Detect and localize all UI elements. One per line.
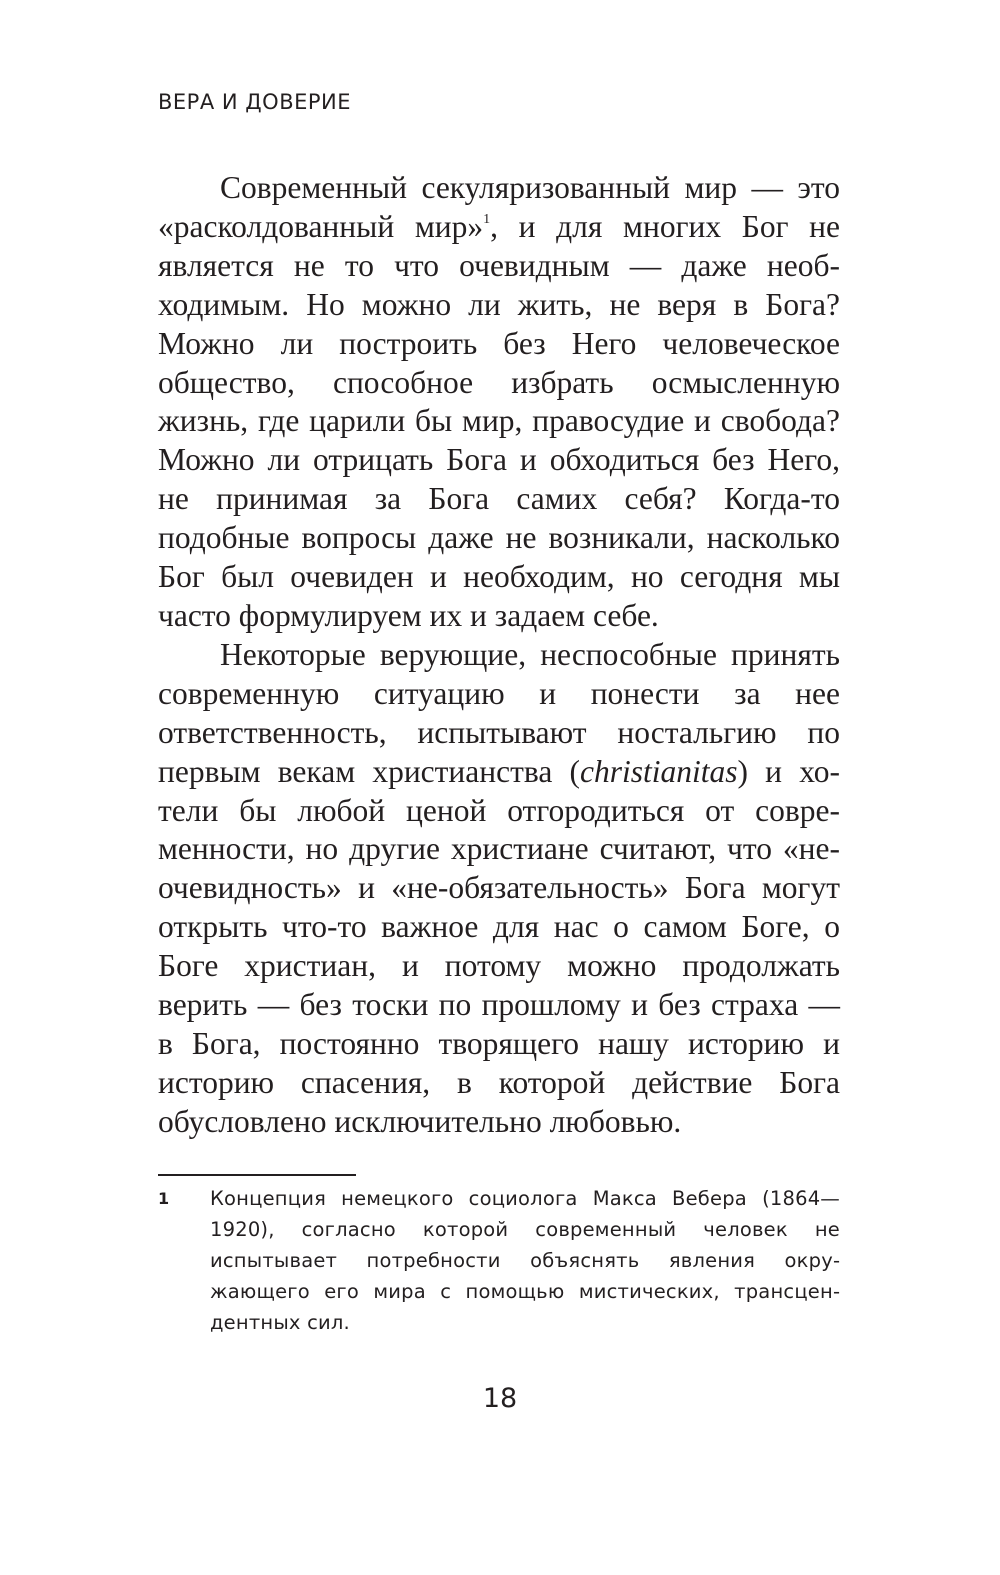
footnote — [158, 1183, 840, 1338]
footnote-divider — [158, 1174, 356, 1176]
paragraph-1-text-b: , и для многих Бог не является не то что очевидным — даже необходимым. Но можно ли жить, не веря в Бога? Можно ли построить без Него человеческое общество, способное избрать осмысленную жизнь, где царили бы мир, правосудие и свобода? Можно ли отрицать Бога и обходиться без Него, не принимая за Бога самих себя? Когда-то подобные вопросы даже не возникали, насколько Бог был очевиден и необходим, но сегодня мы часто формулируем их и задаем себе. — [158, 208, 840, 633]
main-text — [158, 169, 840, 1142]
paragraph-1-text-a: Современный секуляризованный мир — это «расколдованный мир» — [158, 170, 840, 244]
latin-term: christianitas — [579, 753, 738, 789]
footnote-number: 1 — [158, 1189, 170, 1208]
paragraph-2-text-a: Некоторые верующие, неспособные принять современную ситуацию и понести за нее ответственность, испытывают ностальгию по первым векам христианства ( — [158, 636, 840, 789]
footnote-reference: 1 — [483, 212, 491, 228]
footnote-text: Концепция немецкого социолога Макса Вебера (1864—1920), согласно которой современный человек не испытывает потребности объяснять явления окружающего его мира с помощью мистических, трансцендентных сил. — [210, 1187, 840, 1334]
paragraph-1 — [158, 169, 840, 636]
paragraph-2 — [158, 636, 840, 1142]
page-number: 18 — [482, 1383, 518, 1414]
running-head: ВЕРА И ДОВЕРИЕ — [158, 90, 352, 114]
paragraph-2-text-b: ) и хотели бы любой ценой отгородиться от современности, но другие христиане считают, что «не-очевидность» и «не-обязательность» Бога могут открыть что-то важное для нас о самом Боге, о Боге христиан, и потому можно продолжать верить — без тоски по прошлому и без страха — в Бога, постоянно творящего нашу историю и историю спасения, в которой действие Бога обусловлено исключительно любовью. — [158, 753, 840, 1139]
